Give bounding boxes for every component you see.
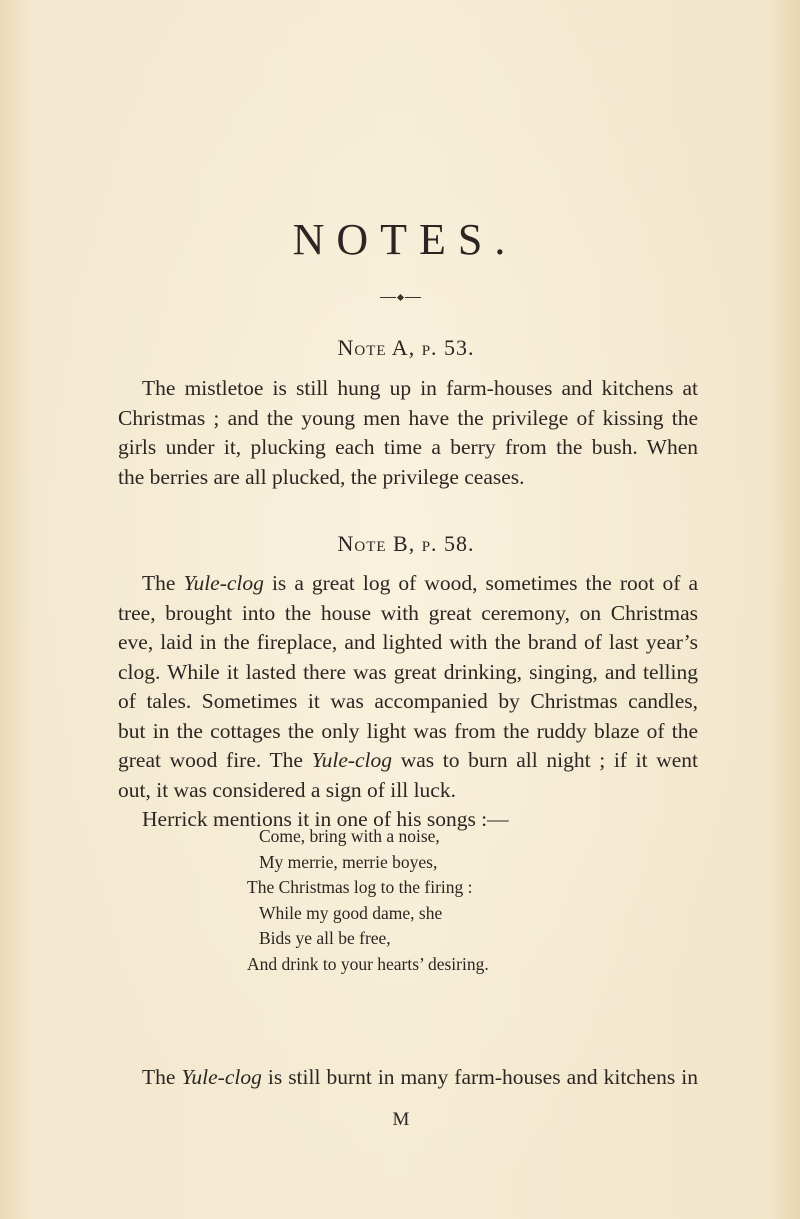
note-b-heading: Note B, p. 58. [337, 531, 475, 556]
closing-text: The [142, 1065, 182, 1089]
poem-line: Come, bring with a noise, [259, 826, 440, 846]
herrick-poem [247, 824, 489, 977]
diamond-icon [396, 293, 403, 300]
poem-line: The Christmas log to the firing : [247, 877, 473, 897]
note-a-paragraph [118, 374, 698, 492]
note-b-line: out, it was considered a sign of ill luck. [118, 777, 456, 802]
note-b-line: eve, laid in the fireplace, and lighted with the brand of last year’s [118, 630, 698, 654]
note-a-line: Christmas ; and the young men have the privilege of kissing the [118, 405, 698, 430]
note-b-paragraph [118, 569, 698, 835]
closing-paragraph [118, 1063, 698, 1093]
note-b-line [118, 746, 698, 776]
ornament-rule-right [405, 297, 421, 298]
poem-line: And drink to your hearts’ desiring. [247, 953, 489, 974]
signature-mark: M [392, 1109, 410, 1130]
note-a-heading: Note A, p. 53. [337, 335, 475, 360]
note-b-text: The [142, 571, 184, 595]
note-b-text: great wood fire. The [118, 748, 312, 772]
note-b-text: was to burn all night ; if it went [392, 748, 699, 772]
note-b-line: tree, brought into the house with great ceremony, on Christmas [118, 600, 698, 625]
note-a-line: the berries are all plucked, the privilege ceases. [118, 464, 525, 489]
yule-clog-term: Yule-clog [183, 571, 264, 595]
note-a-line: girls under it, plucking each time a berry from the bush. When [118, 435, 698, 459]
yule-clog-term: Yule-clog [181, 1065, 262, 1089]
note-b-line: clog. While it lasted there was great drinking, singing, and telling [118, 659, 698, 684]
note-b-line [118, 569, 698, 599]
yule-clog-term: Yule-clog [311, 748, 393, 772]
closing-text: is still burnt in many farm-houses and kitchens in [261, 1065, 698, 1089]
note-b-line: but in the cottages the only light was from the ruddy blaze of the [118, 718, 698, 743]
divider-ornament [0, 290, 800, 304]
herrick-line: Herrick mentions it in one of his songs :— [142, 807, 509, 831]
poem-line: While my good dame, she [259, 902, 443, 923]
ornament-rule-left [380, 297, 396, 298]
poem-line: Bids ye all be free, [259, 928, 391, 948]
note-b-line: of tales. Sometimes it was accompanied by Christmas candles, [118, 689, 698, 713]
page-title: NOTES. [292, 215, 518, 264]
poem-line: My merrie, merrie boyes, [259, 851, 438, 872]
note-a-line: The mistletoe is still hung up in farm-houses and kitchens at [142, 376, 698, 400]
closing-line [118, 1063, 698, 1093]
note-b-text: is a great log of wood, sometimes the root of a [263, 571, 698, 595]
